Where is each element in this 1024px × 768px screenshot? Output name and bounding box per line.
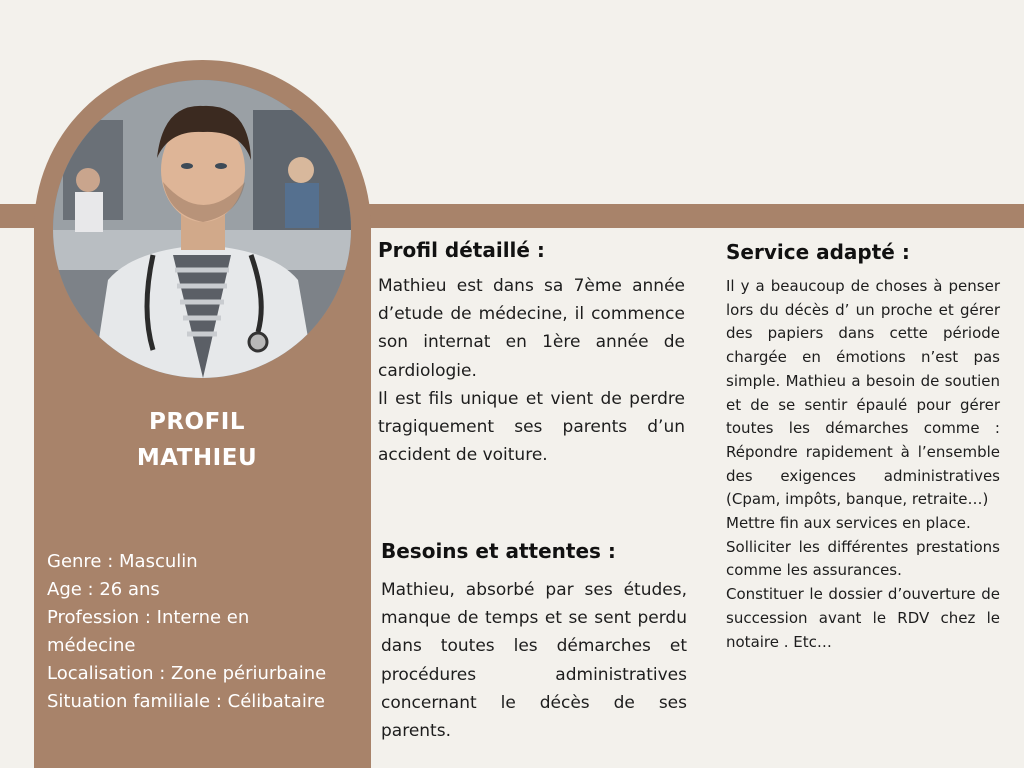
service-paragraph: Constituer le dossier d’ouverture de succession avant le RDV chez le notaire . Etc… <box>726 585 1000 651</box>
fact-location: Localisation : Zone périurbaine <box>47 663 327 684</box>
detailed-profile-paragraph: Mathieu est dans sa 7ème année d’etude de médecine, il commence son internat en 1ère année de cardiologie. <box>378 276 685 381</box>
fact-family-situation: Situation familiale : Célibataire <box>47 691 325 712</box>
profile-facts <box>47 548 369 716</box>
service-paragraph: Mettre fin aux services en place. <box>726 514 971 533</box>
detailed-profile-text <box>378 272 685 469</box>
detailed-profile-heading: Profil détaillé : <box>378 238 545 262</box>
fact-profession: Profession : Interne en médecine <box>47 607 250 656</box>
profile-name <box>34 404 360 476</box>
service-paragraph: Solliciter les différentes prestations comme les assurances. <box>726 537 1000 580</box>
needs-text: Mathieu, absorbé par ses études, manque de temps et se sent perdu dans toutes les démarches et procédures administratives concernant le décès de ses parents. <box>381 580 687 742</box>
profile-title-line1: PROFIL <box>148 409 246 435</box>
needs-heading: Besoins et attentes : <box>381 539 616 563</box>
service-paragraph: Il y a beaucoup de choses à penser lors du décès d’ un proche et gérer des papiers dans cette période chargée en émotions n’est pas simple. Mathieu a besoin de soutien et de se sentir épaulé pour gérer toutes les démarches comme : Répondre rapidement à l’ensemble des exigences administratives (Cpam, impôts, banque, retraite…) <box>726 277 1000 509</box>
fact-gender: Genre : Masculin <box>47 551 198 572</box>
service-heading: Service adapté : <box>726 240 910 264</box>
profile-title-line2: MATHIEU <box>136 445 258 471</box>
service-text <box>726 275 1000 654</box>
detailed-profile-paragraph: Il est fils unique et vient de perdre tragiquement ses parents d’un accident de voiture. <box>378 388 685 466</box>
profile-photo <box>53 80 351 378</box>
fact-age: Age : 26 ans <box>47 579 160 600</box>
